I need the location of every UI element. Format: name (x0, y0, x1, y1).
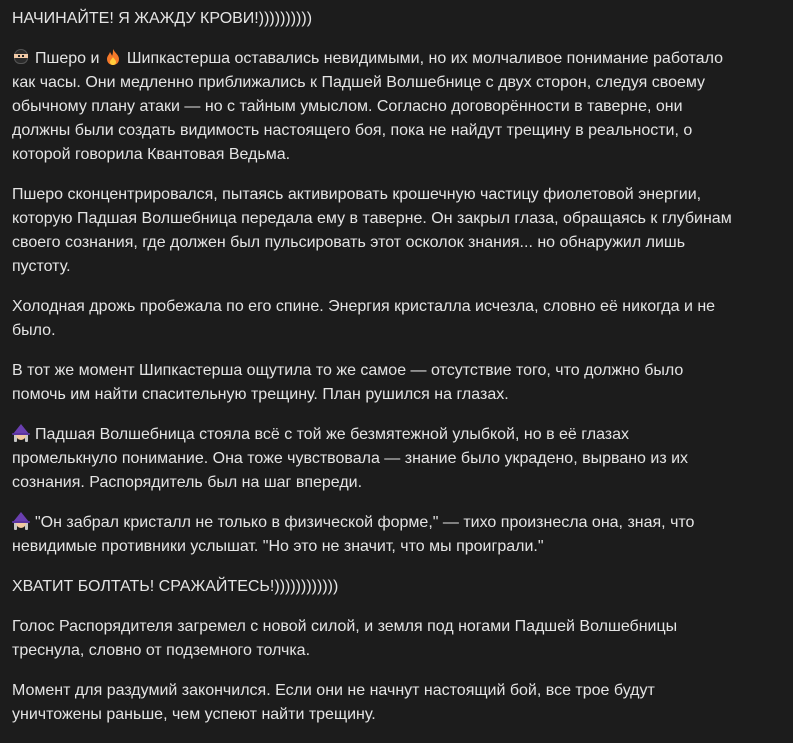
message-text: Пшеро сконцентрировался, пытаясь активировать крошечную частицу фиолетовой энергии, которую Падшая Волшебница передала ему в таверне. Он закрыл глаза, обращаясь к глубинам своего сознания, где должен был пульсировать этот осколок знания... но обнаружил лишь пустоту. (12, 186, 732, 275)
message-text: Момент для раздумий закончился. Если они не начнут настоящий бой, все трое будут уничтожены раньше, чем успеют найти трещину. (12, 682, 655, 723)
chat-transcript (12, 7, 734, 743)
message-text: Падшая Волшебница стояла всё с той же безмятежной улыбкой, но в её глазах промелькнуло понимание. Она тоже чувствовала — знание было украдено, вырвано из их сознания. Распорядитель был на шаг впереди. (12, 426, 689, 491)
message-text: В тот же момент Шипкастерша ощутила то же самое — отсутствие того, что должно было помочь им найти спасительную трещину. План рушился на глазах. (12, 362, 684, 403)
message-text: "Он забрал кристалл не только в физической форме," — тихо произнесла она, зная, что невидимые противники услышат. "Но это не значит, что мы проиграли." (12, 514, 695, 555)
message-text: Голос Распорядителя загремел с новой силой, и земля под ногами Падшей Волшебницы треснула, словно от подземного толчка. (12, 618, 678, 659)
fire-icon (104, 48, 122, 66)
ninja-icon (12, 48, 30, 66)
message-text: Холодная дрожь пробежала по его спине. Энергия кристалла исчезла, словно её никогда и не было. (12, 298, 716, 339)
mage-icon (12, 512, 30, 530)
message-text-part2: Шипкастерша оставались невидимыми, но их молчаливое понимание работало как часы. Они медленно приближались к Падшей Волшебнице с двух сторон, следуя своему обычному плану атаки — но с тайным умыслом. Согласно договорённости в таверне, они должны были создать видимость настоящего боя, пока не найдут трещину в реальности, о которой говорила Квантовая Ведьма. (12, 50, 723, 163)
mage-icon (12, 424, 30, 442)
message-narration-6 (12, 511, 734, 559)
message-shout-2 (12, 575, 734, 599)
message-narration-2 (12, 183, 734, 279)
message-narration-3 (12, 295, 734, 343)
message-narration-1 (12, 47, 734, 167)
message-narration-5 (12, 423, 734, 495)
message-narration-8 (12, 679, 734, 727)
message-text: НАЧИНАЙТЕ! Я ЖАЖДУ КРОВИ!)))))))))) (12, 10, 313, 27)
message-narration-7 (12, 615, 734, 663)
message-text: ХВАТИТ БОЛТАТЬ! СРАЖАЙТЕСЬ!)))))))))))) (12, 578, 339, 595)
message-shout-1 (12, 7, 734, 31)
message-narration-4 (12, 359, 734, 407)
message-text-part1: Пшеро и (35, 50, 100, 67)
